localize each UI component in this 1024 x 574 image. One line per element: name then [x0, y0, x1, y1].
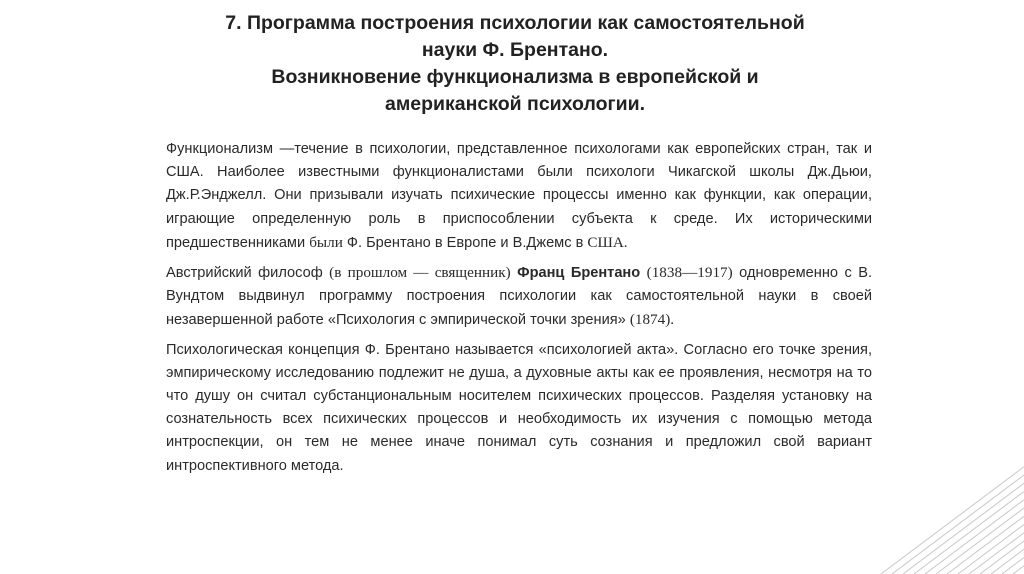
paragraph-1-serif-end: США. — [587, 233, 628, 251]
corner-line — [892, 475, 1024, 574]
slide-body — [166, 138, 872, 484]
paragraph-brentano — [166, 261, 872, 333]
corner-line — [958, 525, 1024, 574]
corner-line — [980, 541, 1024, 574]
paragraph-1-text-end: Ф. Брентано в Европе и В.Джемс в — [342, 234, 588, 251]
corner-line — [969, 533, 1024, 574]
paragraph-2-text-cont: одновременно с В. Вундтом выдвинул программу построения психологии как самостоятельной науки в своей незавершенной работе «Психология с эмпирической точки зрения» — [166, 265, 873, 329]
paragraph-functionalism — [166, 138, 872, 255]
corner-line — [881, 467, 1024, 574]
title-line-4: американской психологии. — [384, 93, 645, 115]
paragraph-1-text: Функционализм —течение в психологии, представленное психологами как европейских стран, так и США. Наиболее известными функционалистами были психологи Чикагской школы Дж.Дьюи, Дж.Р.Энджелл. Они призывали изучать психические процессы именно как функции, как операции, играющие определенную роль в приспособлении субъекта к среде. Их историческими предшественниками — [166, 141, 872, 251]
slide-title — [120, 10, 910, 118]
corner-line — [947, 516, 1024, 574]
corner-decoration — [874, 464, 1024, 574]
title-line-2: науки Ф. Брентано. — [421, 39, 609, 61]
corner-line — [1013, 566, 1024, 574]
paragraph-2-bold-name: Франц Брентано — [517, 265, 641, 282]
paragraph-3-text: Психологическая концепция Ф. Брентано называется «психологией акта». Согласно его точке зрения, эмпирическому исследованию подлежит не душа, а духовные акты как ее проявления, несмотря на то что душу он считал субстанциональным носителем психических процессов. Разделяя установку на сознательность всех психических процессов и необходимость их изучения с помощью метода интроспекции, он тем не менее иначе понимал суть сознания и предложил свой вариант интроспективного метода. — [166, 341, 872, 474]
paragraph-2-text: Австрийский философ — [166, 265, 330, 282]
paragraph-2-year-end: (1874). — [629, 311, 675, 329]
paragraph-1-serif-word: были — [309, 233, 343, 251]
title-line-1: 7. Программа построения психологии как самостоятельной — [225, 12, 805, 34]
corner-line — [925, 500, 1024, 574]
corner-line — [1002, 558, 1024, 574]
paragraph-2-serif-aside: (в прошлом — священник) — [329, 264, 511, 282]
corner-line — [903, 483, 1024, 574]
paragraph-2-years: (1838—1917) — [646, 264, 733, 282]
paragraph-act-psychology — [166, 339, 872, 478]
corner-line — [936, 508, 1024, 574]
title-line-3: Возникновение функционализма в европейской и — [271, 66, 759, 88]
corner-lines — [881, 467, 1024, 574]
